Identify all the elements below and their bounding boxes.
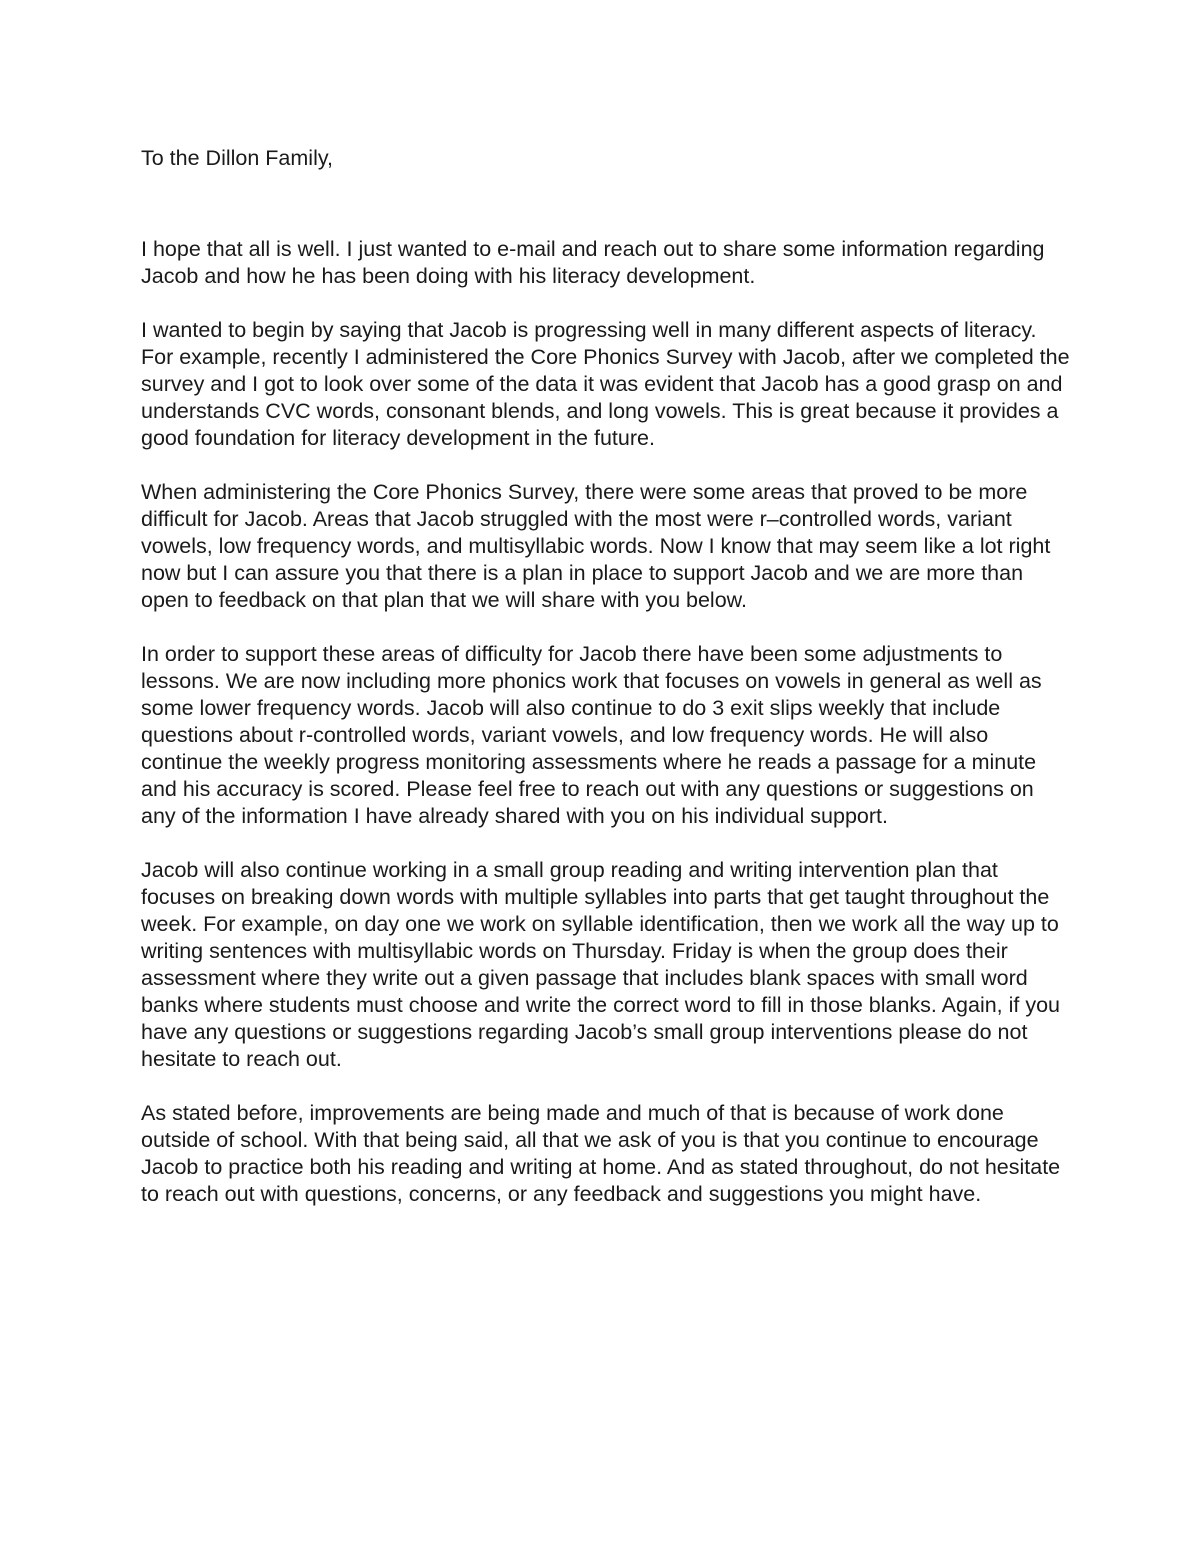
letter-salutation: To the Dillon Family, [141, 146, 333, 170]
paragraph-support-plan: In order to support these areas of difficulty for Jacob there have been some adjustments to lessons. We are now including more phonics work that focuses on vowels in general as well as some lower frequency words. Jacob will also continue to do 3 exit slips weekly that include questions about r-controlled words, variant vowels, and low frequency words. He will also continue the weekly progress monitoring assessments where he reads a passage for a minute and his accuracy is scored. Please feel free to reach out with any questions or suggestions on any of the information I have already shared with you on his individual support. [141, 642, 1042, 828]
spacer [141, 172, 1071, 236]
paragraph-greeting: I hope that all is well. I just wanted to e-mail and reach out to share some information regarding Jacob and how he has been doing with his literacy development. [141, 237, 1045, 288]
paragraph-progress: I wanted to begin by saying that Jacob is progressing well in many different aspects of literacy. For example, recently I administered the Core Phonics Survey with Jacob, after we completed the survey and I got to look over some of the data it was evident that Jacob has a good grasp on and understands CVC words, consonant blends, and long vowels. This is great because it provides a good foundation for literacy development in the future. [141, 318, 1070, 450]
paragraph-small-group: Jacob will also continue working in a small group reading and writing intervention plan that focuses on breaking down words with multiple syllables into parts that get taught throughout the week. For example, on day one we work on syllable identification, then we work all the way up to writing sentences with multisyllabic words on Thursday. Friday is when the group does their assessment where they write out a given passage that includes blank spaces with small word banks where students must choose and write the correct word to fill in those blanks. Again, if you have any questions or suggestions regarding Jacob’s small group interventions please do not hesitate to reach out. [141, 858, 1061, 1071]
letter-body [141, 145, 1071, 1235]
paragraph-closing: As stated before, improvements are being made and much of that is because of work done outside of school. With that being said, all that we ask of you is that you continue to encourage Jacob to practice both his reading and writing at home. And as stated throughout, do not hesitate to reach out with questions, concerns, or any feedback and suggestions you might have. [141, 1101, 1061, 1206]
paragraph-difficulties: When administering the Core Phonics Survey, there were some areas that proved to be more difficult for Jacob. Areas that Jacob struggled with the most were r–controlled words, variant vowels, low frequency words, and multisyllabic words. Now I know that may seem like a lot right now but I can assure you that there is a plan in place to support Jacob and we are more than open to feedback on that plan that we will share with you below. [141, 480, 1051, 612]
